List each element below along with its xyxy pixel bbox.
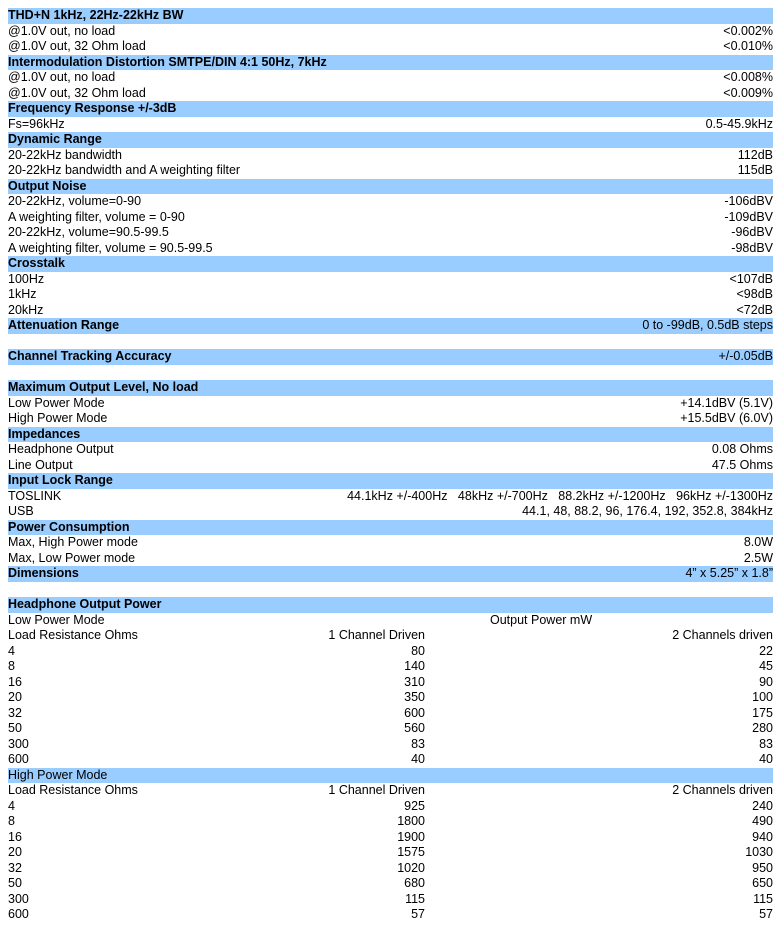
power-two-channels: 240: [752, 798, 773, 813]
spec-label: Line Output: [8, 457, 73, 472]
spec-label: TOSLINK: [8, 488, 62, 503]
load-ohms: 4: [8, 798, 15, 813]
table-row: [8, 814, 773, 830]
spec-value: 47.5 Ohms: [711, 457, 773, 472]
spec-label: A weighting filter, volume = 0-90: [8, 209, 185, 224]
spec-value: +14.1dBV (5.1V): [680, 395, 773, 410]
load-ohms: 16: [8, 674, 22, 689]
col-load: Load Resistance Ohms: [8, 628, 138, 642]
spec-label: @1.0V out, 32 Ohm load: [8, 85, 146, 100]
spec-row: [8, 272, 773, 288]
spec-row: [8, 163, 773, 179]
spec-label: Max, High Power mode: [8, 535, 138, 549]
load-ohms: 32: [8, 860, 22, 875]
table-row: [8, 892, 773, 908]
spec-label: Low Power Mode: [8, 395, 105, 410]
section-title: Impedances: [8, 426, 81, 441]
power-two-channels: 40: [759, 752, 773, 766]
spec-row: [8, 303, 773, 319]
spec-row: [8, 287, 773, 303]
load-ohms: 300: [8, 891, 29, 906]
col-one-channel: 1 Channel Driven: [328, 783, 425, 797]
spec-label: Headphone Output: [8, 442, 114, 456]
spec-value: -109dBV: [724, 209, 773, 224]
spec-row: [8, 442, 773, 458]
table-row: [8, 845, 773, 861]
load-ohms: 600: [8, 752, 29, 766]
table-row: [8, 861, 773, 877]
spec-label: Max, Low Power mode: [8, 550, 136, 565]
section-title: Channel Tracking Accuracy: [8, 349, 172, 363]
table-row: [8, 752, 773, 768]
load-ohms: 4: [8, 643, 15, 658]
spec-value: 115dB: [737, 163, 773, 177]
power-one-channel: 560: [404, 721, 425, 735]
table-header: [8, 628, 773, 644]
tracking-header: [8, 349, 773, 365]
load-ohms: 32: [8, 705, 22, 720]
spec-label: High Power Mode: [8, 411, 108, 425]
power-one-channel: 350: [404, 690, 425, 704]
spec-row: [8, 396, 773, 412]
mode-row: [8, 768, 773, 784]
spec-row: [8, 39, 773, 55]
spec-label: 20-22kHz bandwidth and A weighting filter: [8, 163, 241, 177]
table-row: [8, 721, 773, 737]
spec-value: 8.0W: [743, 535, 773, 549]
power-one-channel: 80: [411, 643, 425, 658]
table-row: [8, 659, 773, 675]
spec-row: [8, 458, 773, 474]
spec-row: [8, 70, 773, 86]
section-header: [8, 380, 773, 396]
spec-value: <72dB: [736, 302, 773, 317]
section-title: Attenuation Range: [8, 318, 120, 332]
load-ohms: 20: [8, 690, 22, 704]
power-two-channels: 57: [759, 907, 773, 921]
spec-label: Fs=96kHz: [8, 116, 65, 131]
spec-row: [8, 241, 773, 257]
spec-row: [8, 551, 773, 567]
spec-row: [8, 194, 773, 210]
spec-value: 2.5W: [743, 550, 773, 565]
spec-row: [8, 225, 773, 241]
spec-value: -96dBV: [731, 225, 773, 239]
load-ohms: 16: [8, 829, 22, 844]
spec-label: @1.0V out, no load: [8, 70, 116, 84]
power-one-channel: 1900: [397, 829, 425, 844]
spec-label: 20-22kHz, volume=0-90: [8, 194, 142, 208]
section-title: Crosstalk: [8, 256, 65, 270]
table-row: [8, 799, 773, 815]
spec-value: <107dB: [729, 271, 773, 286]
section-header: [8, 520, 773, 536]
table-row: [8, 830, 773, 846]
spec-value: <0.002%: [723, 23, 773, 38]
power-two-channels: 950: [752, 860, 773, 875]
power-two-channels: 90: [759, 674, 773, 689]
unit-label: Output Power mW: [490, 612, 593, 627]
power-one-channel: 140: [404, 659, 425, 673]
power-two-channels: 100: [752, 690, 773, 704]
power-two-channels: 83: [759, 736, 773, 751]
mode-label: Low Power Mode: [8, 612, 105, 627]
spec-row: [8, 411, 773, 427]
power-two-channels: 650: [752, 876, 773, 890]
section-title: Maximum Output Level, No load: [8, 380, 199, 394]
spec-value: <0.009%: [723, 85, 773, 100]
spacer: [8, 582, 773, 598]
section-header: [8, 473, 773, 489]
col-two-channels: 2 Channels driven: [672, 628, 773, 642]
spec-row: [8, 535, 773, 551]
power-one-channel: 680: [404, 876, 425, 890]
section-value: 0 to -99dB, 0.5dB steps: [642, 318, 773, 332]
spec-value: 0.08 Ohms: [711, 442, 773, 456]
power-two-channels: 1030: [745, 845, 773, 859]
load-ohms: 600: [8, 907, 29, 921]
col-load: Load Resistance Ohms: [8, 783, 138, 797]
spec-value: <98dB: [736, 287, 773, 301]
spec-label: USB: [8, 504, 34, 518]
section-header: [8, 101, 773, 117]
table-row: [8, 706, 773, 722]
power-two-channels: 115: [753, 891, 773, 906]
table-row: [8, 876, 773, 892]
spec-value: 112dB: [737, 147, 773, 162]
spacer: [8, 334, 773, 350]
table-row: [8, 644, 773, 660]
spec-value: -98dBV: [731, 240, 773, 255]
power-two-channels: 490: [752, 814, 773, 828]
spec-row: [8, 24, 773, 40]
spec-value: 44.1, 48, 88.2, 96, 176.4, 192, 352.8, 384kHz: [522, 504, 773, 518]
spec-row: [8, 86, 773, 102]
table-header: [8, 783, 773, 799]
table-row: [8, 675, 773, 691]
spec-value: 44.1kHz +/-400Hz 48kHz +/-700Hz 88.2kHz +/-1200Hz 96kHz +/-1300Hz: [347, 488, 773, 503]
load-ohms: 20: [8, 845, 22, 859]
spec-row: [8, 489, 773, 505]
table-row: [8, 737, 773, 753]
spec-value: <0.008%: [723, 70, 773, 84]
spec-row: [8, 117, 773, 133]
power-one-channel: 1575: [397, 845, 425, 859]
attenuation-header: [8, 318, 773, 334]
power-two-channels: 45: [759, 659, 773, 673]
load-ohms: 300: [8, 736, 29, 751]
load-ohms: 8: [8, 814, 15, 828]
load-ohms: 50: [8, 876, 22, 890]
spec-label: 20kHz: [8, 302, 44, 317]
power-one-channel: 40: [411, 752, 425, 766]
spec-value: 0.5-45.9kHz: [705, 116, 773, 131]
section-header: [8, 427, 773, 443]
power-one-channel: 83: [411, 736, 425, 751]
spec-value: <0.010%: [723, 39, 773, 53]
section-title: Input Lock Range: [8, 473, 113, 487]
spec-row: [8, 210, 773, 226]
spec-value: +15.5dBV (6.0V): [680, 411, 773, 425]
section-title: Intermodulation Distortion SMTPE/DIN 4:1 50Hz, 7kHz: [8, 54, 327, 69]
col-one-channel: 1 Channel Driven: [328, 628, 425, 642]
power-one-channel: 115: [405, 891, 425, 906]
power-two-channels: 280: [752, 721, 773, 735]
power-one-channel: 57: [411, 907, 425, 921]
section-title: Output Noise: [8, 178, 87, 193]
table-row: [8, 907, 773, 923]
load-ohms: 8: [8, 659, 15, 673]
load-ohms: 50: [8, 721, 22, 735]
spec-label: A weighting filter, volume = 90.5-99.5: [8, 240, 213, 255]
section-value: +/-0.05dB: [718, 349, 773, 363]
power-one-channel: 310: [404, 674, 425, 689]
spec-label: @1.0V out, no load: [8, 23, 116, 38]
mode-label: High Power Mode: [8, 767, 108, 782]
headphone-power-header: [8, 597, 773, 613]
power-one-channel: 600: [404, 705, 425, 720]
dimensions-header: [8, 566, 773, 582]
section-header: [8, 132, 773, 148]
section-header: [8, 55, 773, 71]
mode-row: [8, 613, 773, 629]
spec-value: -106dBV: [724, 194, 773, 208]
section-title: Dimensions: [8, 566, 79, 580]
col-two-channels: 2 Channels driven: [672, 783, 773, 797]
power-two-channels: 175: [752, 705, 773, 720]
spec-sheet: [8, 8, 773, 923]
spec-label: 100Hz: [8, 271, 45, 286]
spec-label: 20-22kHz, volume=90.5-99.5: [8, 225, 169, 239]
section-header: [8, 179, 773, 195]
section-value: 4” x 5.25” x 1.8”: [685, 566, 773, 580]
spec-label: 1kHz: [8, 287, 37, 301]
section-header: [8, 256, 773, 272]
power-two-channels: 940: [752, 829, 773, 844]
power-two-channels: 22: [759, 643, 773, 658]
section-title: THD+N 1kHz, 22Hz-22kHz BW: [8, 8, 184, 22]
power-one-channel: 1020: [397, 860, 425, 875]
spacer: [8, 365, 773, 381]
spec-row: [8, 504, 773, 520]
spec-row: [8, 148, 773, 164]
section-title: Power Consumption: [8, 519, 130, 534]
spec-label: 20-22kHz bandwidth: [8, 147, 122, 162]
spec-label: @1.0V out, 32 Ohm load: [8, 39, 146, 53]
section-header: [8, 8, 773, 24]
section-title: Frequency Response +/-3dB: [8, 101, 177, 115]
section-title: Dynamic Range: [8, 132, 102, 146]
power-one-channel: 1800: [397, 814, 425, 828]
section-title: Headphone Output Power: [8, 597, 162, 611]
power-one-channel: 925: [404, 798, 425, 813]
table-row: [8, 690, 773, 706]
